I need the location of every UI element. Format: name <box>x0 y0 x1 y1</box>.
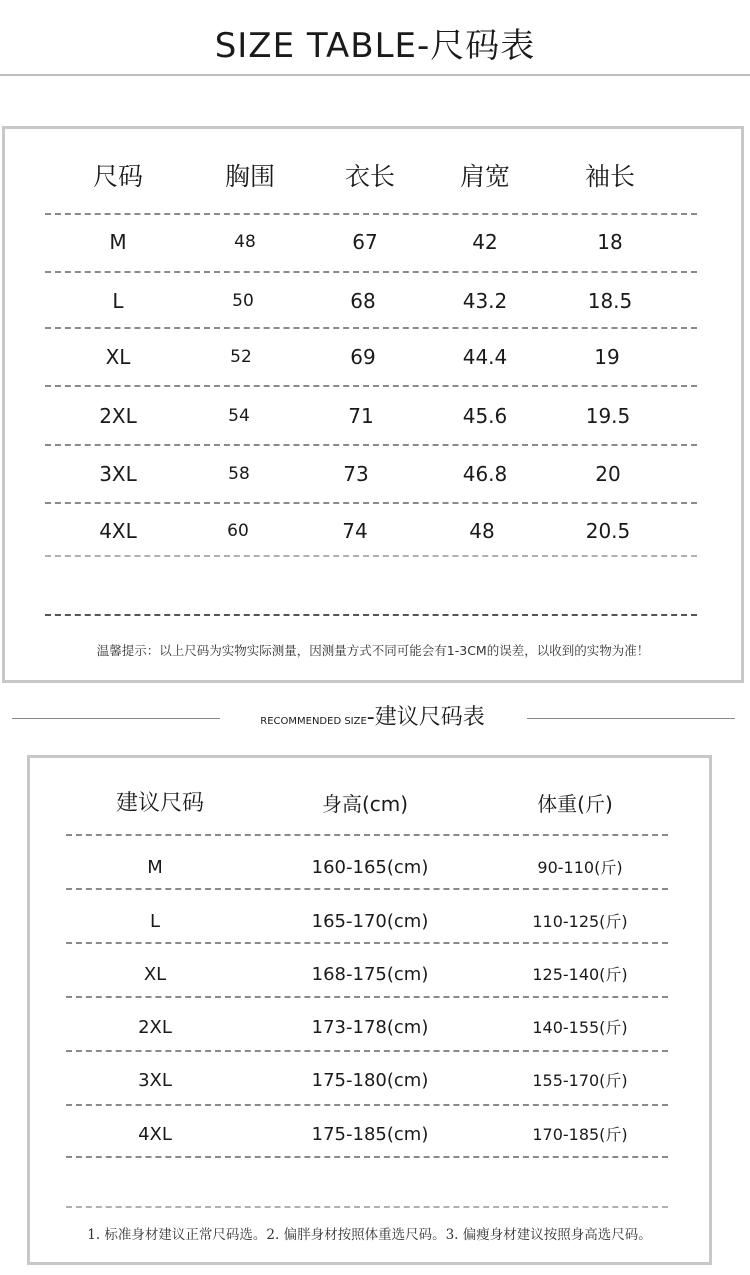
cell-shoulder: 48 <box>469 519 495 543</box>
row-divider <box>66 942 668 944</box>
cell-height: 173-178(cm) <box>311 1017 429 1038</box>
table-row <box>5 396 741 436</box>
row-divider <box>45 385 697 387</box>
row-divider <box>45 555 697 557</box>
size-table <box>2 126 744 683</box>
table-row <box>30 1008 709 1048</box>
cell-shoulder: 43.2 <box>462 289 508 313</box>
cell-length: 73 <box>343 462 369 486</box>
cell-sleeve: 18 <box>597 230 623 254</box>
recommend-note: 1. 标准身材建议正常尺码选。2. 偏胖身材按照体重选尺码。3. 偏瘦身材建议按照身高选尺码。 <box>87 1227 652 1243</box>
row-divider <box>66 1050 668 1052</box>
size-table-header-row <box>5 157 741 197</box>
cell-height: 175-185(cm) <box>311 1124 429 1145</box>
row-divider <box>66 996 668 998</box>
cell-chest: 48 <box>234 232 256 252</box>
cell-length: 67 <box>352 230 378 254</box>
cell-weight: 125-140(斤) <box>532 965 628 984</box>
cell-shoulder: 46.8 <box>462 462 508 486</box>
table-row <box>30 1115 709 1155</box>
table-row <box>30 848 709 888</box>
header-weight: 体重(斤) <box>537 792 613 816</box>
cell-chest: 58 <box>228 464 250 484</box>
cell-size: 2XL <box>138 1017 172 1038</box>
table-row <box>5 337 741 377</box>
row-divider <box>66 834 668 836</box>
row-divider <box>45 502 697 504</box>
section-rule-right <box>527 718 735 719</box>
header-chest: 胸围 <box>224 162 275 191</box>
cell-size: 2XL <box>99 404 137 428</box>
header-length: 衣长 <box>344 162 395 191</box>
header-height: 身高(cm) <box>321 792 409 816</box>
recommend-title-cn: -建议尺码表 <box>366 705 485 730</box>
cell-weight: 170-185(斤) <box>532 1125 628 1144</box>
cell-chest: 50 <box>232 291 254 311</box>
row-divider <box>66 888 668 890</box>
title-divider <box>0 74 750 76</box>
row-divider <box>45 614 697 616</box>
cell-shoulder: 42 <box>472 230 498 254</box>
row-divider <box>45 444 697 446</box>
row-divider <box>45 327 697 329</box>
cell-size: 4XL <box>138 1124 172 1145</box>
header-shoulder: 肩宽 <box>459 162 510 191</box>
cell-chest: 60 <box>227 521 249 541</box>
cell-size: M <box>109 230 127 254</box>
cell-size: XL <box>105 345 131 369</box>
recommend-table <box>27 755 712 1265</box>
cell-size: L <box>149 911 161 932</box>
section-rule-left <box>12 718 220 719</box>
table-row <box>5 511 741 551</box>
cell-size: 3XL <box>99 462 137 486</box>
row-divider <box>45 213 697 215</box>
table-row <box>30 955 709 995</box>
header-sleeve: 袖长 <box>584 162 635 191</box>
cell-shoulder: 44.4 <box>462 345 508 369</box>
cell-length: 71 <box>348 404 374 428</box>
cell-weight: 140-155(斤) <box>532 1018 628 1037</box>
cell-size: 3XL <box>138 1070 172 1091</box>
cell-height: 165-170(cm) <box>311 911 429 932</box>
table-row <box>30 902 709 942</box>
cell-sleeve: 20.5 <box>585 519 631 543</box>
header-recommend-size: 建议尺码 <box>115 791 204 816</box>
cell-length: 74 <box>342 519 368 543</box>
cell-length: 68 <box>350 289 376 313</box>
cell-size: L <box>112 289 124 313</box>
cell-chest: 52 <box>230 347 252 367</box>
header-size: 尺码 <box>92 162 143 191</box>
recommend-header-row <box>30 784 709 824</box>
row-divider <box>66 1206 668 1208</box>
row-divider <box>66 1104 668 1106</box>
cell-size: XL <box>143 964 167 985</box>
table-row <box>5 281 741 321</box>
cell-length: 69 <box>350 345 376 369</box>
size-note: 温馨提示：以上尺码为实物实际测量，因测量方式不同可能会有1-3CM的误差，以收到的实物为准！ <box>96 643 650 658</box>
cell-sleeve: 19.5 <box>585 404 631 428</box>
page-title: SIZE TABLE-尺码表 <box>214 26 536 66</box>
cell-sleeve: 18.5 <box>587 289 633 313</box>
cell-weight: 155-170(斤) <box>532 1071 628 1090</box>
cell-weight: 90-110(斤) <box>537 858 623 877</box>
row-divider <box>45 271 697 273</box>
table-row <box>5 454 741 494</box>
cell-height: 175-180(cm) <box>311 1070 429 1091</box>
cell-sleeve: 20 <box>595 462 621 486</box>
cell-sleeve: 19 <box>594 345 620 369</box>
cell-height: 160-165(cm) <box>311 857 429 878</box>
cell-size: M <box>147 857 163 878</box>
cell-shoulder: 45.6 <box>462 404 508 428</box>
recommend-section-title <box>220 700 525 731</box>
recommend-title-en: RECOMMENDED SIZE <box>260 716 367 727</box>
cell-height: 168-175(cm) <box>311 964 429 985</box>
cell-weight: 110-125(斤) <box>532 912 628 931</box>
cell-size: 4XL <box>99 519 137 543</box>
row-divider <box>66 1156 668 1158</box>
table-row <box>30 1061 709 1101</box>
cell-chest: 54 <box>228 406 250 426</box>
table-row <box>5 222 741 262</box>
